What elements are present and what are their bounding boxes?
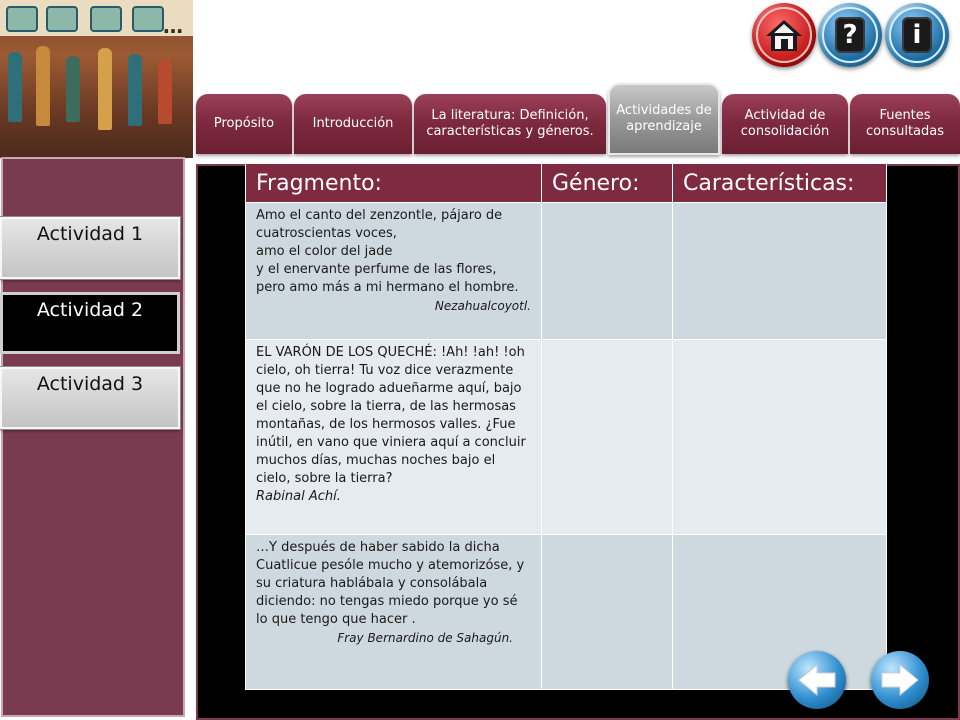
mural-figure [66,56,80,122]
fragment-cell [246,340,542,535]
genre-cell[interactable] [542,203,673,340]
mural-glyph [90,6,122,32]
header-mural-image [0,0,193,158]
mural-figure [36,46,50,126]
header-fragmento: Fragmento: [246,164,542,203]
fragment-author: Rabinal Achí. [256,489,341,504]
arrow-left-icon [797,663,837,697]
fragment-author: Fray Bernardino de Sahagún. [337,631,513,645]
question-icon: ? [835,17,865,53]
header-caracteristicas: Características: [673,164,887,203]
genre-cell[interactable] [542,535,673,690]
characteristics-cell[interactable] [673,535,887,690]
mural-figure [158,60,172,124]
info-icon: i [902,17,932,53]
home-button[interactable] [752,3,816,67]
help-button[interactable] [818,3,882,67]
arrow-right-icon [880,663,920,697]
mural-figure [8,52,22,122]
tab-actividades-de-aprendizaje[interactable]: Actividades de aprendizaje [608,83,720,155]
table-row [246,340,887,535]
mural-glyph [132,6,164,32]
table-header-row [246,164,887,203]
fragment-text: EL VARÓN DE LOS QUECHÉ: !Ah! !ah! !oh cielo, oh tierra! Tu voz dice verazmente que no he logrado adueñarme aquí, bajo el cielo, sobre la tierra, de las hermosas montañas, de los hermosos valles. ¿Fue inútil, en vano que viniera aquí a concluir muchos días, muchas noches bajo el cielo, sobre la tierra? [256,345,526,486]
fragment-text: …Y después de haber sabido la dicha Cuatlicue pesóle mucho y atemorizóse, y su criatura hablábala y consolábala diciendo: no tengas miedo porque yo sé lo que tengo que hacer . [256,540,525,627]
fragment-author: Nezahualcoyotl. [434,299,531,313]
next-button[interactable] [871,651,929,709]
fragment-text: Amo el canto del zenzontle, pájaro de cuatroscientas voces, amo el color del jade y el enervante perfume de las flores, pero amo más a mi hermano el hombre. [256,208,519,295]
characteristics-cell[interactable] [673,340,887,535]
home-icon [756,7,812,63]
tab-literatura[interactable]: La literatura: Definición, características y géneros. [414,94,606,154]
tab-actividad-de-consolidacion[interactable]: Actividad de consolidación [722,94,848,154]
sidebar-item-actividad-3[interactable]: Actividad 3 [0,367,180,429]
characteristics-cell[interactable] [673,203,887,340]
fragments-table [245,163,887,690]
table-row [246,203,887,340]
header-genero: Género: [542,164,673,203]
genre-cell[interactable] [542,340,673,535]
tab-proposito[interactable]: Propósito [196,94,292,154]
previous-button[interactable] [788,651,846,709]
mural-glyph [6,6,38,32]
info-button[interactable] [885,3,949,67]
fragment-cell [246,203,542,340]
sidebar-item-actividad-1[interactable]: Actividad 1 [0,217,180,279]
tab-fuentes-consultadas[interactable]: Fuentes consultadas [850,94,960,154]
mural-ellipsis: … [163,14,184,38]
mural-figure [98,48,112,130]
tab-introduccion[interactable]: Introducción [294,94,412,154]
mural-glyph [46,6,78,32]
fragment-cell [246,535,542,690]
mural-figure [128,54,142,126]
sidebar-item-actividad-2[interactable]: Actividad 2 [0,292,180,354]
